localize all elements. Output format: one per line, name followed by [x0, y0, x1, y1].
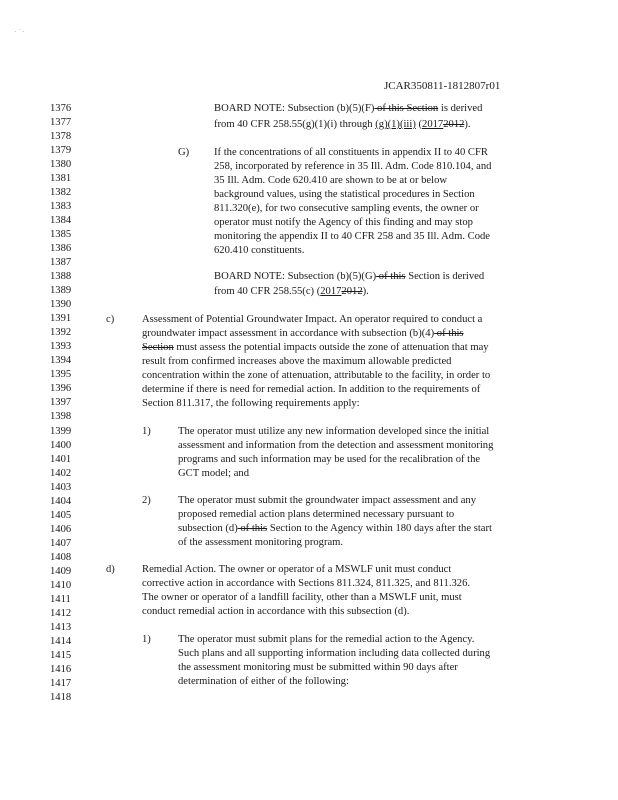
item-c-label: c): [106, 314, 115, 325]
line-number: 1408: [50, 551, 72, 563]
board-note-g-line2: from 40 CFR 258.55(c) (20172012).: [214, 286, 369, 297]
line-number: 1407: [50, 537, 72, 549]
item-d1-label: 1): [142, 634, 151, 645]
line-number: 1410: [50, 579, 72, 591]
line-number: 1393: [50, 341, 72, 353]
item-g-line: If the concentrations of all constituents in appendix II to 40 CFR: [214, 147, 488, 158]
line-number: 1391: [50, 313, 72, 325]
line-number: 1399: [50, 425, 72, 437]
board-note-f-line2: from 40 CFR 258.55(g)(1)(i) through (g)(1)(iii) (20172012).: [214, 119, 471, 130]
line-number: 1402: [50, 467, 72, 479]
line-number: 1379: [50, 145, 72, 157]
item-c-line: Section 811.317, the following requirements apply:: [142, 398, 360, 409]
line-number: 1388: [50, 271, 72, 283]
line-number: 1397: [50, 397, 72, 409]
item-d-line: The owner or operator of a landfill facility, other than a MSWLF unit, must: [142, 592, 462, 603]
item-c-line: result from confirmed increases above the maximum allowable predicted: [142, 356, 452, 367]
item-c1-line: programs and such information may be used for the recalibration of the: [178, 454, 481, 465]
line-number: 1409: [50, 565, 72, 577]
line-number: 1376: [50, 103, 72, 114]
document-id: JCAR350811-1812807r01: [384, 80, 501, 92]
item-c2-line: The operator must submit the groundwater impact assessment and any: [178, 495, 477, 506]
item-c-line: Assessment of Potential Groundwater Impact. An operator required to conduct a: [142, 314, 483, 325]
item-c-line: groundwater impact assessment in accordance with subsection (b)(4) of this: [142, 328, 464, 339]
line-number: 1390: [50, 299, 72, 311]
line-number: 1403: [50, 481, 72, 493]
item-d-label: d): [106, 564, 115, 575]
item-d1-line: Such plans and all supporting information including data collected during: [178, 648, 491, 659]
item-g-label: G): [178, 147, 190, 158]
line-number: 1384: [50, 215, 72, 227]
item-g-line: background values, using the statistical procedures in Section: [214, 189, 475, 200]
line-number: 1377: [50, 117, 72, 128]
item-c2-line: proposed remedial action plans determined necessary pursuant to: [178, 509, 455, 520]
line-number: 1380: [50, 159, 72, 171]
item-g-line: 258, incorporated by reference in 35 Ill. Adm. Code 810.104, and: [214, 161, 492, 172]
line-number: 1405: [50, 509, 72, 521]
item-c1-line: GCT model; and: [178, 468, 250, 479]
item-g-line: monitoring the appendix II to 40 CFR 258 and 35 Ill. Adm. Code: [214, 231, 491, 242]
line-number: 1394: [50, 355, 72, 367]
item-d1-line: the assessment monitoring must be submitted within 90 days after: [178, 662, 458, 673]
line-number: 1414: [50, 635, 72, 647]
item-c1-label: 1): [142, 426, 151, 437]
line-number: 1392: [50, 327, 72, 339]
line-number: 1382: [50, 187, 72, 199]
item-g-line: 811.320(e), for two consecutive sampling events, the owner or: [214, 203, 479, 214]
line-number: 1395: [50, 369, 72, 381]
item-c1-line: The operator must utilize any new information developed since the initial: [178, 426, 490, 437]
item-c-line: determine if there is need for remedial action. In addition to the requirements of: [142, 384, 481, 395]
item-d1-line: The operator must submit plans for the remedial action to the Agency.: [178, 634, 475, 645]
line-number: 1387: [50, 257, 72, 269]
item-c-line: concentration within the zone of attenuation, attributable to the facility, in order to: [142, 370, 491, 381]
line-number: 1400: [50, 439, 72, 451]
line-number: 1418: [50, 691, 72, 703]
line-number: 1381: [50, 173, 72, 185]
board-note-f-line1: BOARD NOTE: Subsection (b)(5)(F) of this Section is derived: [214, 103, 483, 114]
item-g-line: 35 Ill. Adm. Code 620.410 are shown to be at or below: [214, 175, 448, 186]
line-number: 1383: [50, 201, 72, 213]
item-c-line: Section must assess the potential impacts outside the zone of attenuation that may: [142, 342, 489, 353]
line-number: 1398: [50, 411, 72, 423]
item-g-line: operator must notify the Agency of this finding and may stop: [214, 217, 473, 228]
board-note-g-line1: BOARD NOTE: Subsection (b)(5)(G) of this Section is derived: [214, 271, 485, 282]
item-d-line: Remedial Action. The owner or operator of a MSWLF unit must conduct: [142, 564, 452, 575]
item-d1-line: determination of either of the following:: [178, 676, 349, 687]
item-c1-line: assessment and information from the detection and assessment monitoring: [178, 440, 494, 451]
item-d-line: conduct remedial action in accordance with this subsection (d).: [142, 606, 410, 617]
scan-specks: · ˙ ·: [14, 28, 25, 36]
item-c2-line: of the assessment monitoring program.: [178, 537, 344, 548]
line-number: 1386: [50, 243, 72, 255]
line-number: 1385: [50, 229, 72, 241]
line-number: 1416: [50, 663, 72, 675]
line-number: 1396: [50, 383, 72, 395]
line-number: 1415: [50, 649, 72, 661]
line-number: 1411: [50, 593, 71, 605]
line-number: 1413: [50, 621, 72, 633]
line-number: 1378: [50, 131, 72, 142]
item-c2-label: 2): [142, 495, 151, 506]
item-g-line: 620.410 constituents.: [214, 245, 305, 256]
item-d-line: corrective action in accordance with Sections 811.324, 811.325, and 811.326.: [142, 578, 471, 589]
line-number: 1404: [50, 495, 72, 507]
line-number: 1406: [50, 523, 72, 535]
line-number: 1401: [50, 453, 72, 465]
line-number: 1389: [50, 285, 72, 297]
item-c2-line: subsection (d) of this Section to the Agency within 180 days after the start: [178, 523, 492, 534]
line-number: 1412: [50, 607, 72, 619]
line-number: 1417: [50, 677, 72, 689]
